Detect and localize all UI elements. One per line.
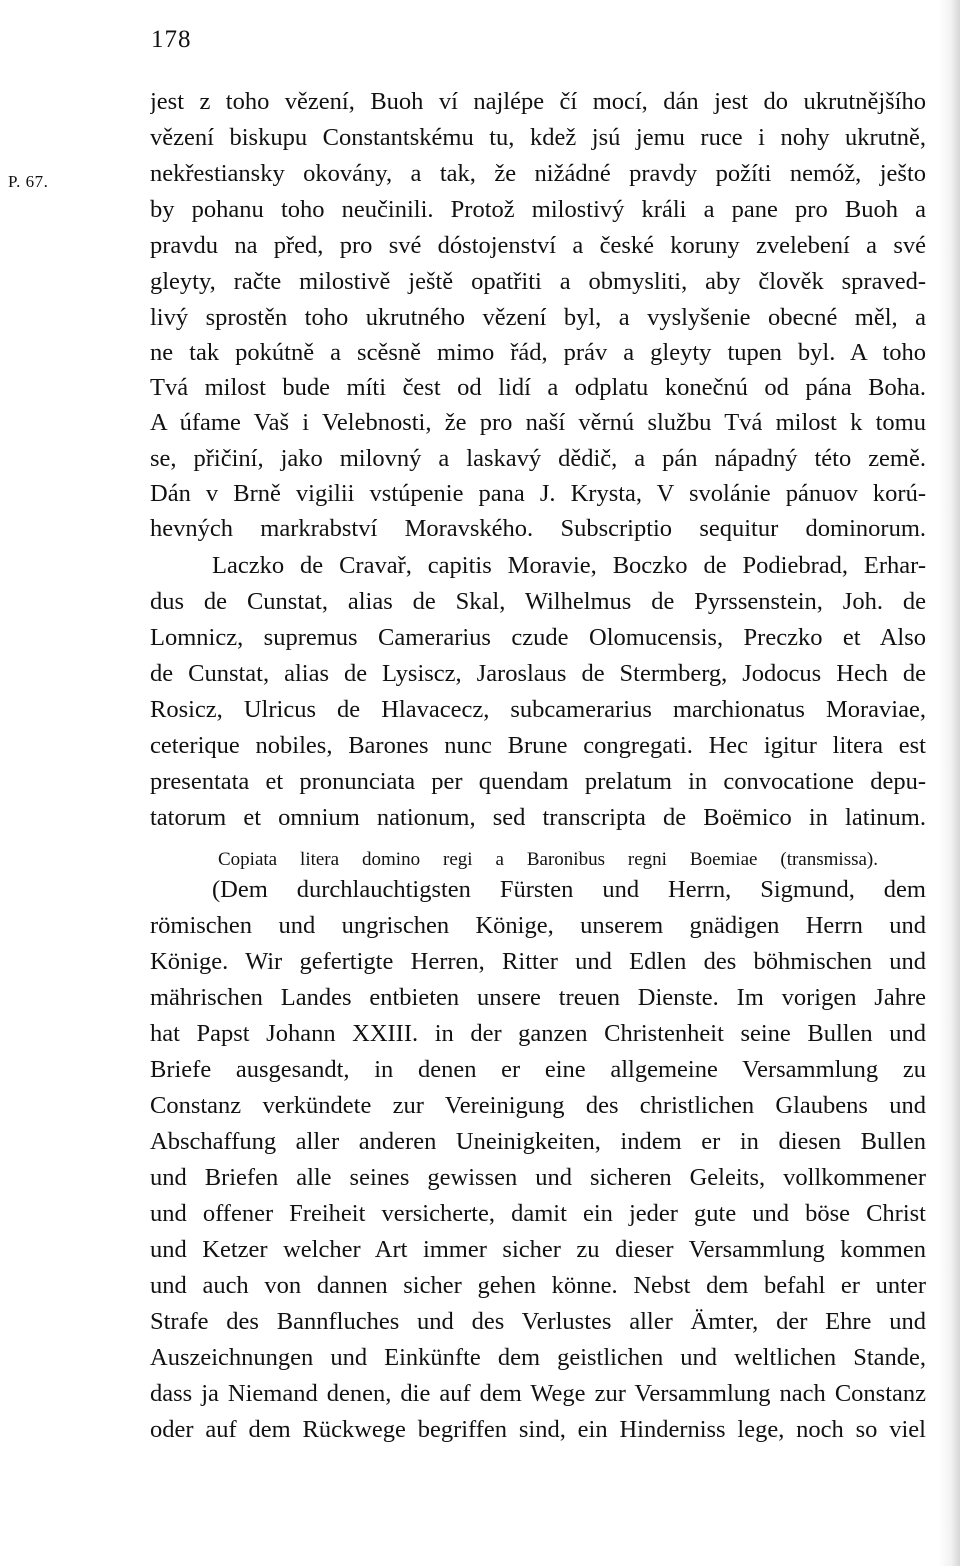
text-line: pravdu na před, pro své dóstojenství a české koruny zvelebení a své (150, 232, 926, 259)
text-line: hevných markrabství Moravského. Subscriptio sequitur dominorum. (150, 515, 926, 542)
text-line: römischen und ungrischen Könige, unserem gnädigen Herrn und (150, 912, 926, 939)
text-line: Auszeichnungen und Einkünfte dem geistlichen und weltlichen Stande, (150, 1344, 926, 1371)
section-caption: Copiata litera domino regi a Baronibus regni Boemiae (transmissa). (218, 849, 878, 870)
text-line: Dán v Brně vigilii vstúpenie pana J. Krysta, V svolánie pánuov korú- (150, 480, 926, 507)
text-line: gleyty, račte milostivě ještě opatřiti a obmysliti, aby člověk spraved- (150, 268, 926, 295)
text-line: tatorum et omnium nationum, sed transcripta de Boëmico in latinum. (150, 804, 926, 831)
text-line: oder auf dem Rückwege begriffen sind, ein Hinderniss lege, noch so viel (150, 1416, 926, 1443)
text-line: und auch von dannen sicher gehen könne. Nebst dem befahl er unter (150, 1272, 926, 1299)
text-line: vězení biskupu Constantskému tu, kdež jsú jemu ruce i nohy ukrutně, (150, 124, 926, 151)
page-edge-shadow (938, 0, 960, 1566)
text-line: und offener Freiheit versicherte, damit ein jeder gute und böse Christ (150, 1200, 926, 1227)
text-line: A úfame Vaš i Velebnosti, že pro naší věrnú službu Tvá milost k tomu (150, 409, 926, 436)
text-line: ceterique nobiles, Barones nunc Brune congregati. Hec igitur litera est (150, 732, 926, 759)
text-line: de Cunstat, alias de Lysiscz, Jaroslaus de Stermberg, Jodocus Hech de (150, 660, 926, 687)
text-line: Constanz verkündete zur Vereinigung des christlichen Glaubens und (150, 1092, 926, 1119)
text-line: mährischen Landes entbieten unsere treuen Dienste. Im vorigen Jahre (150, 984, 926, 1011)
text-line: livý sprostěn toho ukrutného vězení byl, a vyslyšenie obecné měl, a (150, 304, 926, 331)
text-line: Lomnicz, supremus Camerarius czude Olomucensis, Preczko et Also (150, 624, 926, 651)
text-line: presentata et pronunciata per quendam prelatum in convocatione depu- (150, 768, 926, 795)
text-line: Strafe des Bannfluches und des Verlustes aller Ämter, der Ehre und (150, 1308, 926, 1335)
text-line: und Briefen alle seines gewissen und sicheren Geleits, vollkommener (150, 1164, 926, 1191)
margin-note: P. 67. (8, 172, 49, 191)
text-line: Laczko de Cravař, capitis Moravie, Boczko de Podiebrad, Erhar- (212, 552, 926, 579)
text-line: by pohanu toho neučinili. Protož milostivý králi a pane pro Buoh a (150, 196, 926, 223)
text-line: Rosicz, Ulricus de Hlavacecz, subcamerarius marchionatus Moraviae, (150, 696, 926, 723)
text-line: nekřestiansky okovány, a tak, že nižádné pravdy požíti nemóž, ješto (150, 160, 926, 187)
text-line: ne tak pokútně a scěsně mimo řád, práv a gleyty tupen byl. A toho (150, 339, 926, 366)
page-number: 178 (151, 26, 192, 53)
text-line: jest z toho vězení, Buoh ví najlépe čí mocí, dán jest do ukrutnějšího (150, 88, 926, 115)
text-line: hat Papst Johann XXIII. in der ganzen Christenheit seine Bullen und (150, 1020, 926, 1047)
text-line: und Ketzer welcher Art immer sicher zu dieser Versammlung kommen (150, 1236, 926, 1263)
text-line: (Dem durchlauchtigsten Fürsten und Herrn, Sigmund, dem (212, 876, 926, 903)
text-line: Könige. Wir gefertigte Herren, Ritter und Edlen des böhmischen und (150, 948, 926, 975)
text-line: dass ja Niemand denen, die auf dem Wege zur Versammlung nach Constanz (150, 1380, 926, 1407)
text-line: Briefe ausgesandt, in denen er eine allgemeine Versammlung zu (150, 1056, 926, 1083)
text-line: dus de Cunstat, alias de Skal, Wilhelmus de Pyrssenstein, Joh. de (150, 588, 926, 615)
text-line: Tvá milost bude míti čest od lidí a odplatu konečnú od pána Boha. (150, 374, 926, 401)
text-line: Abschaffung aller anderen Uneinigkeiten, indem er in diesen Bullen (150, 1128, 926, 1155)
text-line: se, přičiní, jako milovný a laskavý dědič, a pán nápadný této země. (150, 445, 926, 472)
